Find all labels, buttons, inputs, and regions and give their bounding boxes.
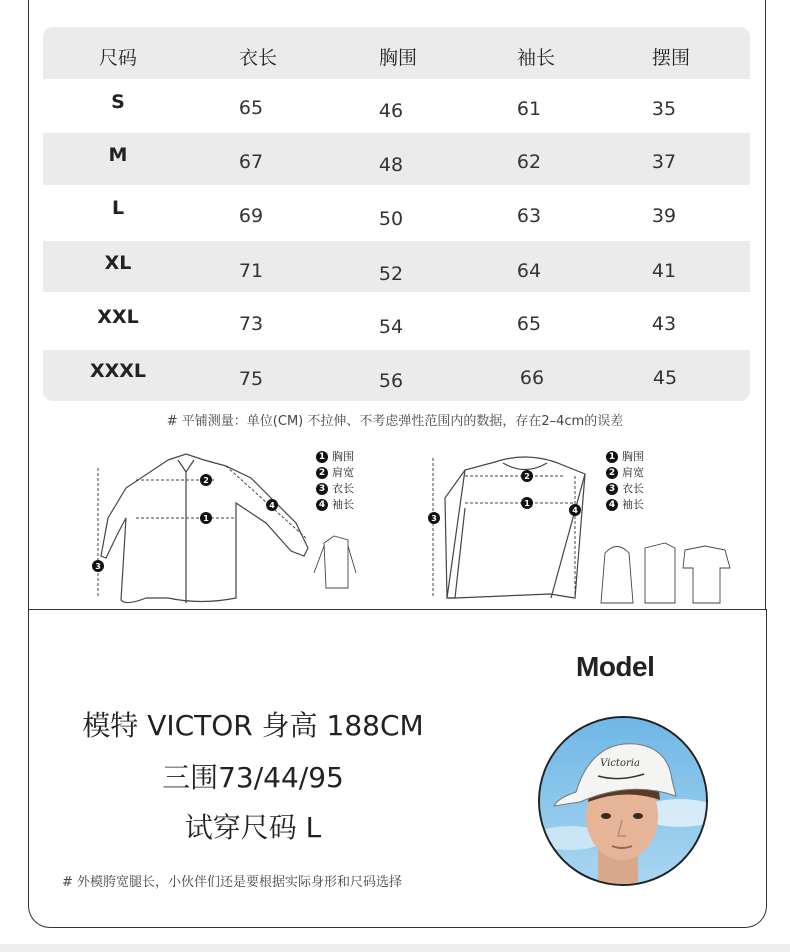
legend-badge: 1 — [606, 451, 618, 463]
legend-item — [316, 449, 354, 465]
table-row — [43, 185, 750, 241]
size-label: XXXL — [89, 360, 147, 382]
table-row — [43, 241, 750, 292]
table-cell: 69 — [238, 205, 264, 227]
table-cell: 50 — [378, 208, 404, 230]
table-header-row — [43, 27, 750, 79]
legend-badge: 2 — [606, 467, 618, 479]
legend-label: 胸围 — [332, 450, 354, 463]
table-cell: 61 — [516, 98, 542, 120]
size-label: XL — [104, 252, 132, 274]
table-cell: 63 — [516, 205, 542, 227]
model-portrait — [540, 718, 706, 884]
table-cell: 65 — [516, 313, 542, 335]
size-label: M — [108, 144, 128, 166]
sweatshirt-marker: 3 — [431, 514, 437, 523]
table-cell: 75 — [238, 368, 264, 390]
table-cell: 56 — [378, 370, 404, 392]
legend-badge: 4 — [606, 499, 618, 511]
model-name-height: 模特 VICTOR 身高 188CM — [82, 709, 424, 742]
legend-item — [316, 497, 354, 513]
header-sleeve: 袖长 — [516, 47, 556, 69]
sweatshirt-marker: 1 — [524, 499, 530, 508]
table-cell: 71 — [238, 260, 264, 282]
measure-note: # 平铺测量：单位(CM) 不拉伸、不考虑弹性范围内的数据，存在2–4cm的误差 — [166, 414, 624, 429]
legend-label: 袖长 — [622, 498, 644, 511]
table-cell: 65 — [238, 97, 264, 119]
footer-strip — [0, 944, 790, 952]
legend-item — [606, 481, 644, 497]
table-cell: 45 — [652, 367, 678, 389]
header-hem: 摆围 — [651, 47, 691, 69]
legend-item — [606, 449, 644, 465]
legend-item — [316, 465, 354, 481]
legend-badge: 4 — [316, 499, 328, 511]
legend-label: 袖长 — [332, 498, 354, 511]
legend-label: 肩宽 — [622, 466, 644, 479]
legend-item — [606, 497, 644, 513]
sweatshirt-marker: 4 — [572, 506, 578, 515]
legend-item — [316, 481, 354, 497]
cap-logo: Victoria — [600, 758, 640, 769]
model-heading: Model — [576, 651, 655, 682]
header-length: 衣长 — [238, 47, 278, 69]
table-cell: 37 — [651, 151, 677, 173]
legend-label: 衣长 — [332, 482, 354, 495]
frame-left-line — [28, 0, 29, 610]
legend-badge: 3 — [316, 483, 328, 495]
table-row — [43, 79, 750, 133]
shirt-marker: 3 — [95, 562, 101, 571]
model-note: # 外模胯宽腿长，小伙伴们还是要根据实际身形和尺码选择 — [62, 875, 403, 890]
model-measurements: 三围73/44/95 — [162, 761, 344, 794]
table-cell: 62 — [516, 151, 542, 173]
table-cell: 73 — [238, 313, 264, 335]
table-cell: 52 — [378, 263, 404, 285]
legend-label: 胸围 — [622, 450, 644, 463]
legend-badge: 2 — [316, 467, 328, 479]
table-cell: 54 — [378, 316, 404, 338]
shirt-marker: 4 — [269, 501, 275, 510]
table-row — [43, 292, 750, 350]
size-label: L — [111, 197, 125, 219]
shirt-marker: 1 — [203, 514, 209, 523]
table-cell: 48 — [378, 154, 404, 176]
legend-label: 肩宽 — [332, 466, 354, 479]
table-cell: 39 — [651, 205, 677, 227]
table-cell: 41 — [651, 260, 677, 282]
table-cell: 35 — [651, 98, 677, 120]
table-cell: 67 — [238, 151, 264, 173]
table-cell: 66 — [519, 367, 545, 389]
model-avatar — [538, 716, 708, 886]
table-cell: 43 — [651, 313, 677, 335]
size-label: XXL — [97, 306, 139, 328]
legend-right — [606, 449, 644, 513]
sweatshirt-measure-diagram — [425, 448, 755, 608]
table-row — [43, 350, 750, 401]
table-cell: 46 — [378, 100, 404, 122]
legend-badge: 1 — [316, 451, 328, 463]
table-cell: 64 — [516, 260, 542, 282]
model-fit-size: 试穿尺码 L — [184, 811, 322, 844]
header-chest: 胸围 — [378, 47, 418, 69]
legend-left — [316, 449, 354, 513]
frame-right-line — [765, 0, 766, 610]
legend-badge: 3 — [606, 483, 618, 495]
size-label: S — [111, 91, 125, 113]
legend-item — [606, 465, 644, 481]
shirt-marker: 2 — [203, 476, 209, 485]
table-row — [43, 133, 750, 185]
size-table — [43, 27, 750, 401]
legend-label: 衣长 — [622, 482, 644, 495]
sweatshirt-marker: 2 — [524, 472, 530, 481]
header-size: 尺码 — [98, 47, 138, 69]
